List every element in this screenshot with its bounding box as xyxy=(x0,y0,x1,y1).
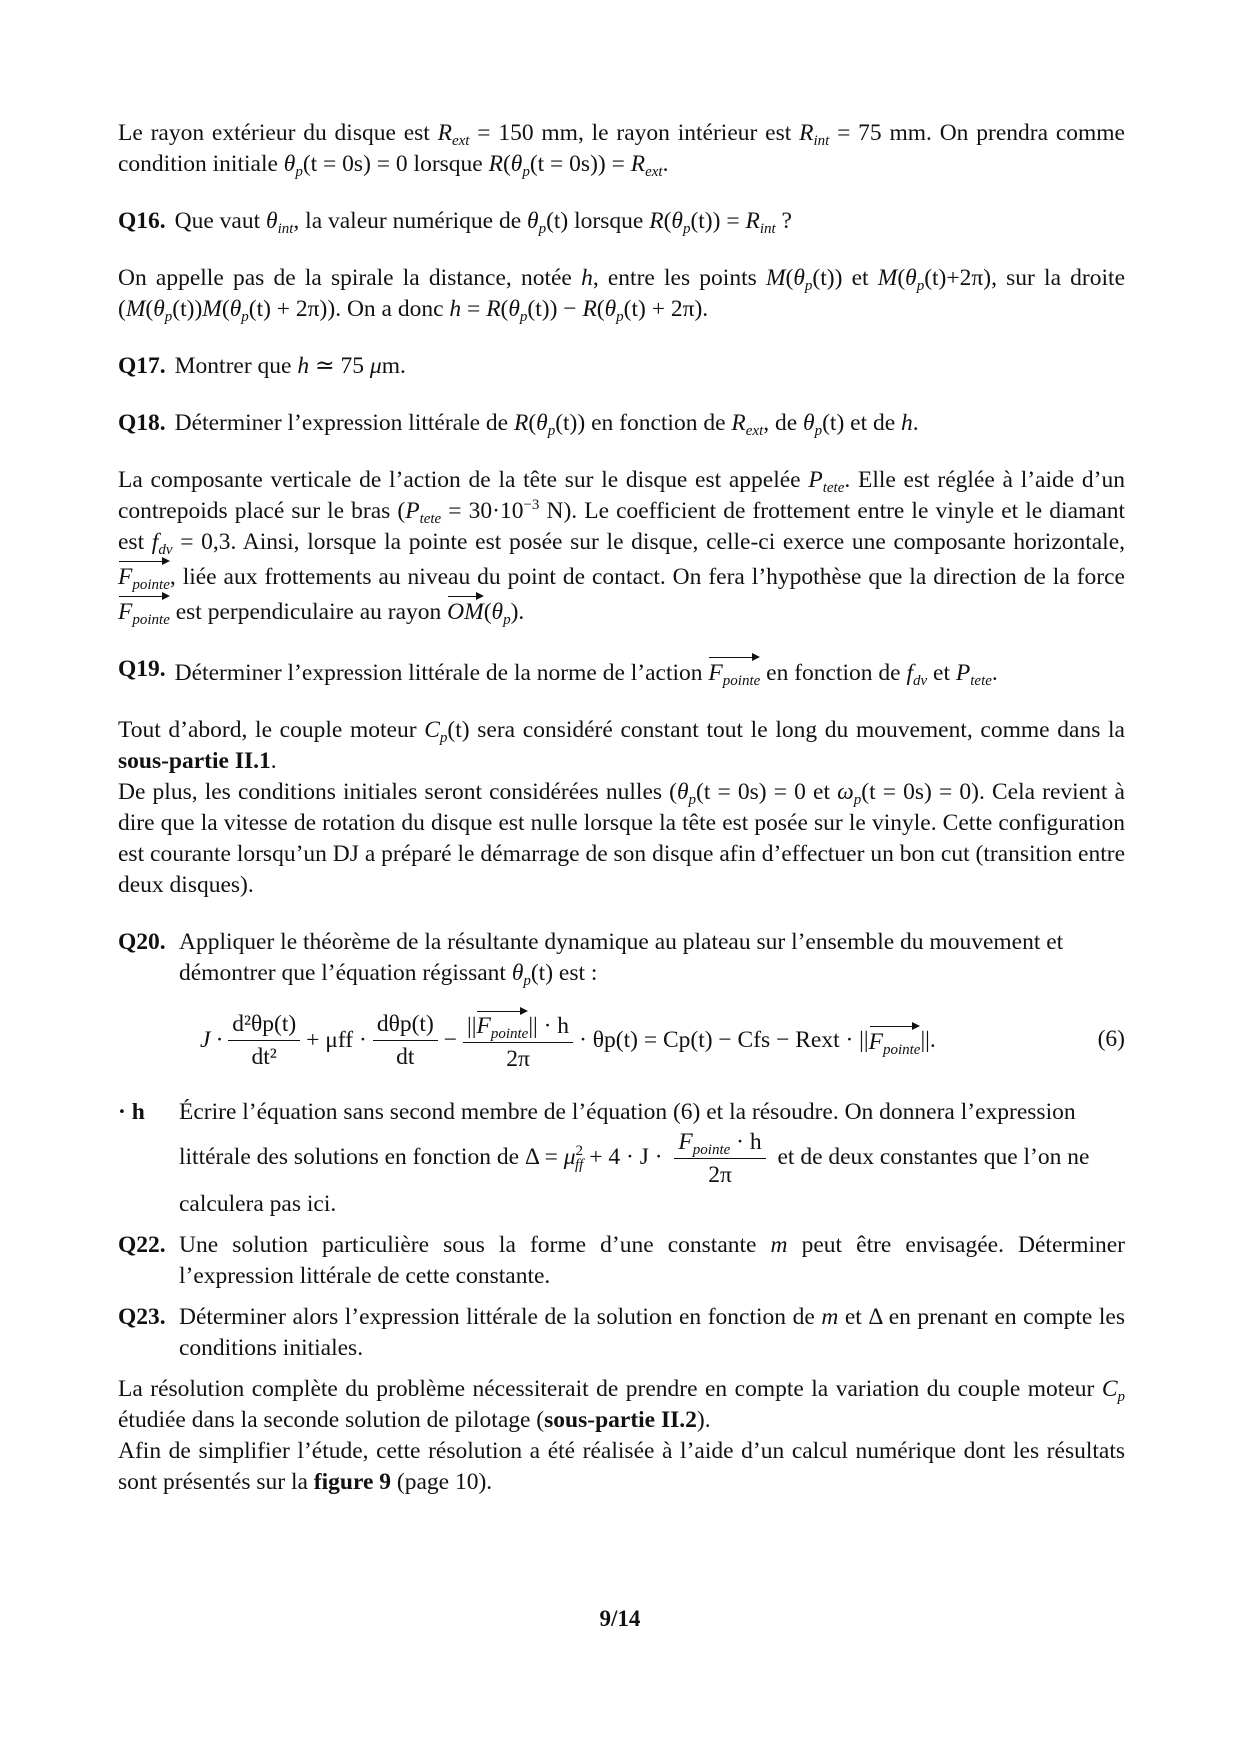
paragraph-motor-torque: Tout d’abord, le couple moteur $C_p(t)$ sera considéré constant tout le long du mouvement, comme dans la sous-partie II.1. De plus, les conditions initiales seront considérées nulles ($\theta_p(t = 0s) = 0$ et $\omega_p(t = 0s) = 0$). Cela revient à dire que la vitesse de rotation du disque est nulle lorsque la tête est posée sur le vinyle. Cette configuration est courante lorsqu’un DJ a préparé le démarrage de son disque afin d’effectuer un bon cut (transition entre deux disques). xyxy=(118,717,1125,898)
question-q23: Q23. Déterminer alors l’expression littérale de la solution en fonction de m et Δ en prenant en compte les conditions initiales. xyxy=(118,1304,1125,1361)
question-q16: Q16. Que vaut $\theta_{int}$, la valeur numérique de $\theta_p(t)$ lorsque $R(\theta_p(t)) = R_{int}$ ? xyxy=(118,208,792,237)
paragraph-radius: Le rayon extérieur du disque est $R_{ext} = 150$ mm, le rayon intérieur est $R_{int} = 75$ mm. On prendra comme condition initiale $\theta_p(t = 0s) = 0$ lorsque $R(\theta_p(t = 0s)) = R_{ext}$. xyxy=(118,120,1125,180)
document-page xyxy=(118,118,1125,1498)
page-number: 9/14 xyxy=(599,1606,641,1631)
paragraph-spiral-pitch: On appelle pas de la spirale la distance, notée h, entre les points $M(\theta_p(t))$ et $M(\theta_p(t)+2\pi)$, sur la droite $(M(\theta_p(t))M(\theta_p(t) + 2\pi))$. On a donc $h = R(\theta_p(t)) - R(\theta_p(t) + 2\pi)$. xyxy=(118,265,1125,325)
question-q20: Q20. Appliquer le théorème de la résultante dynamique au plateau sur l’ensemble du mouvement et démontrer que l’équation régissant $\theta_p(t)$ est : xyxy=(118,929,1064,989)
paragraph-head-force: La composante verticale de l’action de la tête sur le disque est appelée $P_{tete}$. Elle est réglée à l’aide d’un contrepoids placé sur le bras ($P_{tete} = 30\cdot 10^{-3}$ N). Le coefficient de frottement entre le vinyle et le diamant est $f_{dv} = 0,3$. Ainsi, lorsque la pointe est posée sur le disque, celle-ci exerce une composante horizontale, $F_{pointe}$, liée aux frottements au niveau du point de contact. On fera l’hypothèse que la direction de la force $F_{pointe}$ est perpendiculaire au rayon $OM(\theta_p)$. xyxy=(118,467,1126,628)
question-q18: Q18. Déterminer l’expression littérale de $R(\theta_p(t))$ en fonction de $R_{ext}$, de $\theta_p(t)$ et de h. xyxy=(118,410,919,439)
equation-number: (6) xyxy=(1097,1026,1125,1052)
question-q22: Q22. Une solution particulière sous la forme d’une constante m peut être envisagée. Déterminer l’expression littérale de cette constante. xyxy=(118,1232,1126,1289)
question-q17: Q17. Montrer que h ≃ 75 μm. xyxy=(118,353,406,379)
question-q19: Q19. Déterminer l’expression littérale de la norme de l’action $F_{pointe}$ en fonction de $f_{dv}$ et $P_{tete}$. xyxy=(118,656,998,689)
paragraph-numerical-resolution: La résolution complète du problème nécessiterait de prendre en compte la variation du couple moteur $C_p$ étudiée dans la seconde solution de pilotage (sous-partie II.2). Afin de simplifier l’étude, cette résolution a été réalisée à l’aide d’un calcul numérique dont les résultats sont présentés sur la figure 9 (page 10). xyxy=(118,1376,1126,1495)
question-q21: · h Écrire l’équation sans second membre de l’équation (6) et la résoudre. On donnera l’expression littérale des solutions en fonction de $\Delta = \mu^2_{ff} + 4 \cdot J$ · $\frac{F_{pointe} \cdot h}{2\pi}$ et de deux constantes que l’on ne calculera pas ici. xyxy=(118,1099,1090,1217)
equation-6: J · $\frac{\text{d²θp(t)}}{\text{dt²}}$ + μff · $\frac{\text{dθp(t)}}{dt}$ − $\frac{||F_{pointe}|| \cdot h}{2\pi}$ · θp(t) = Cp(t) − Cfs − Rext · || $F_{pointe}$ ||. (6) xyxy=(118,1001,1125,1079)
